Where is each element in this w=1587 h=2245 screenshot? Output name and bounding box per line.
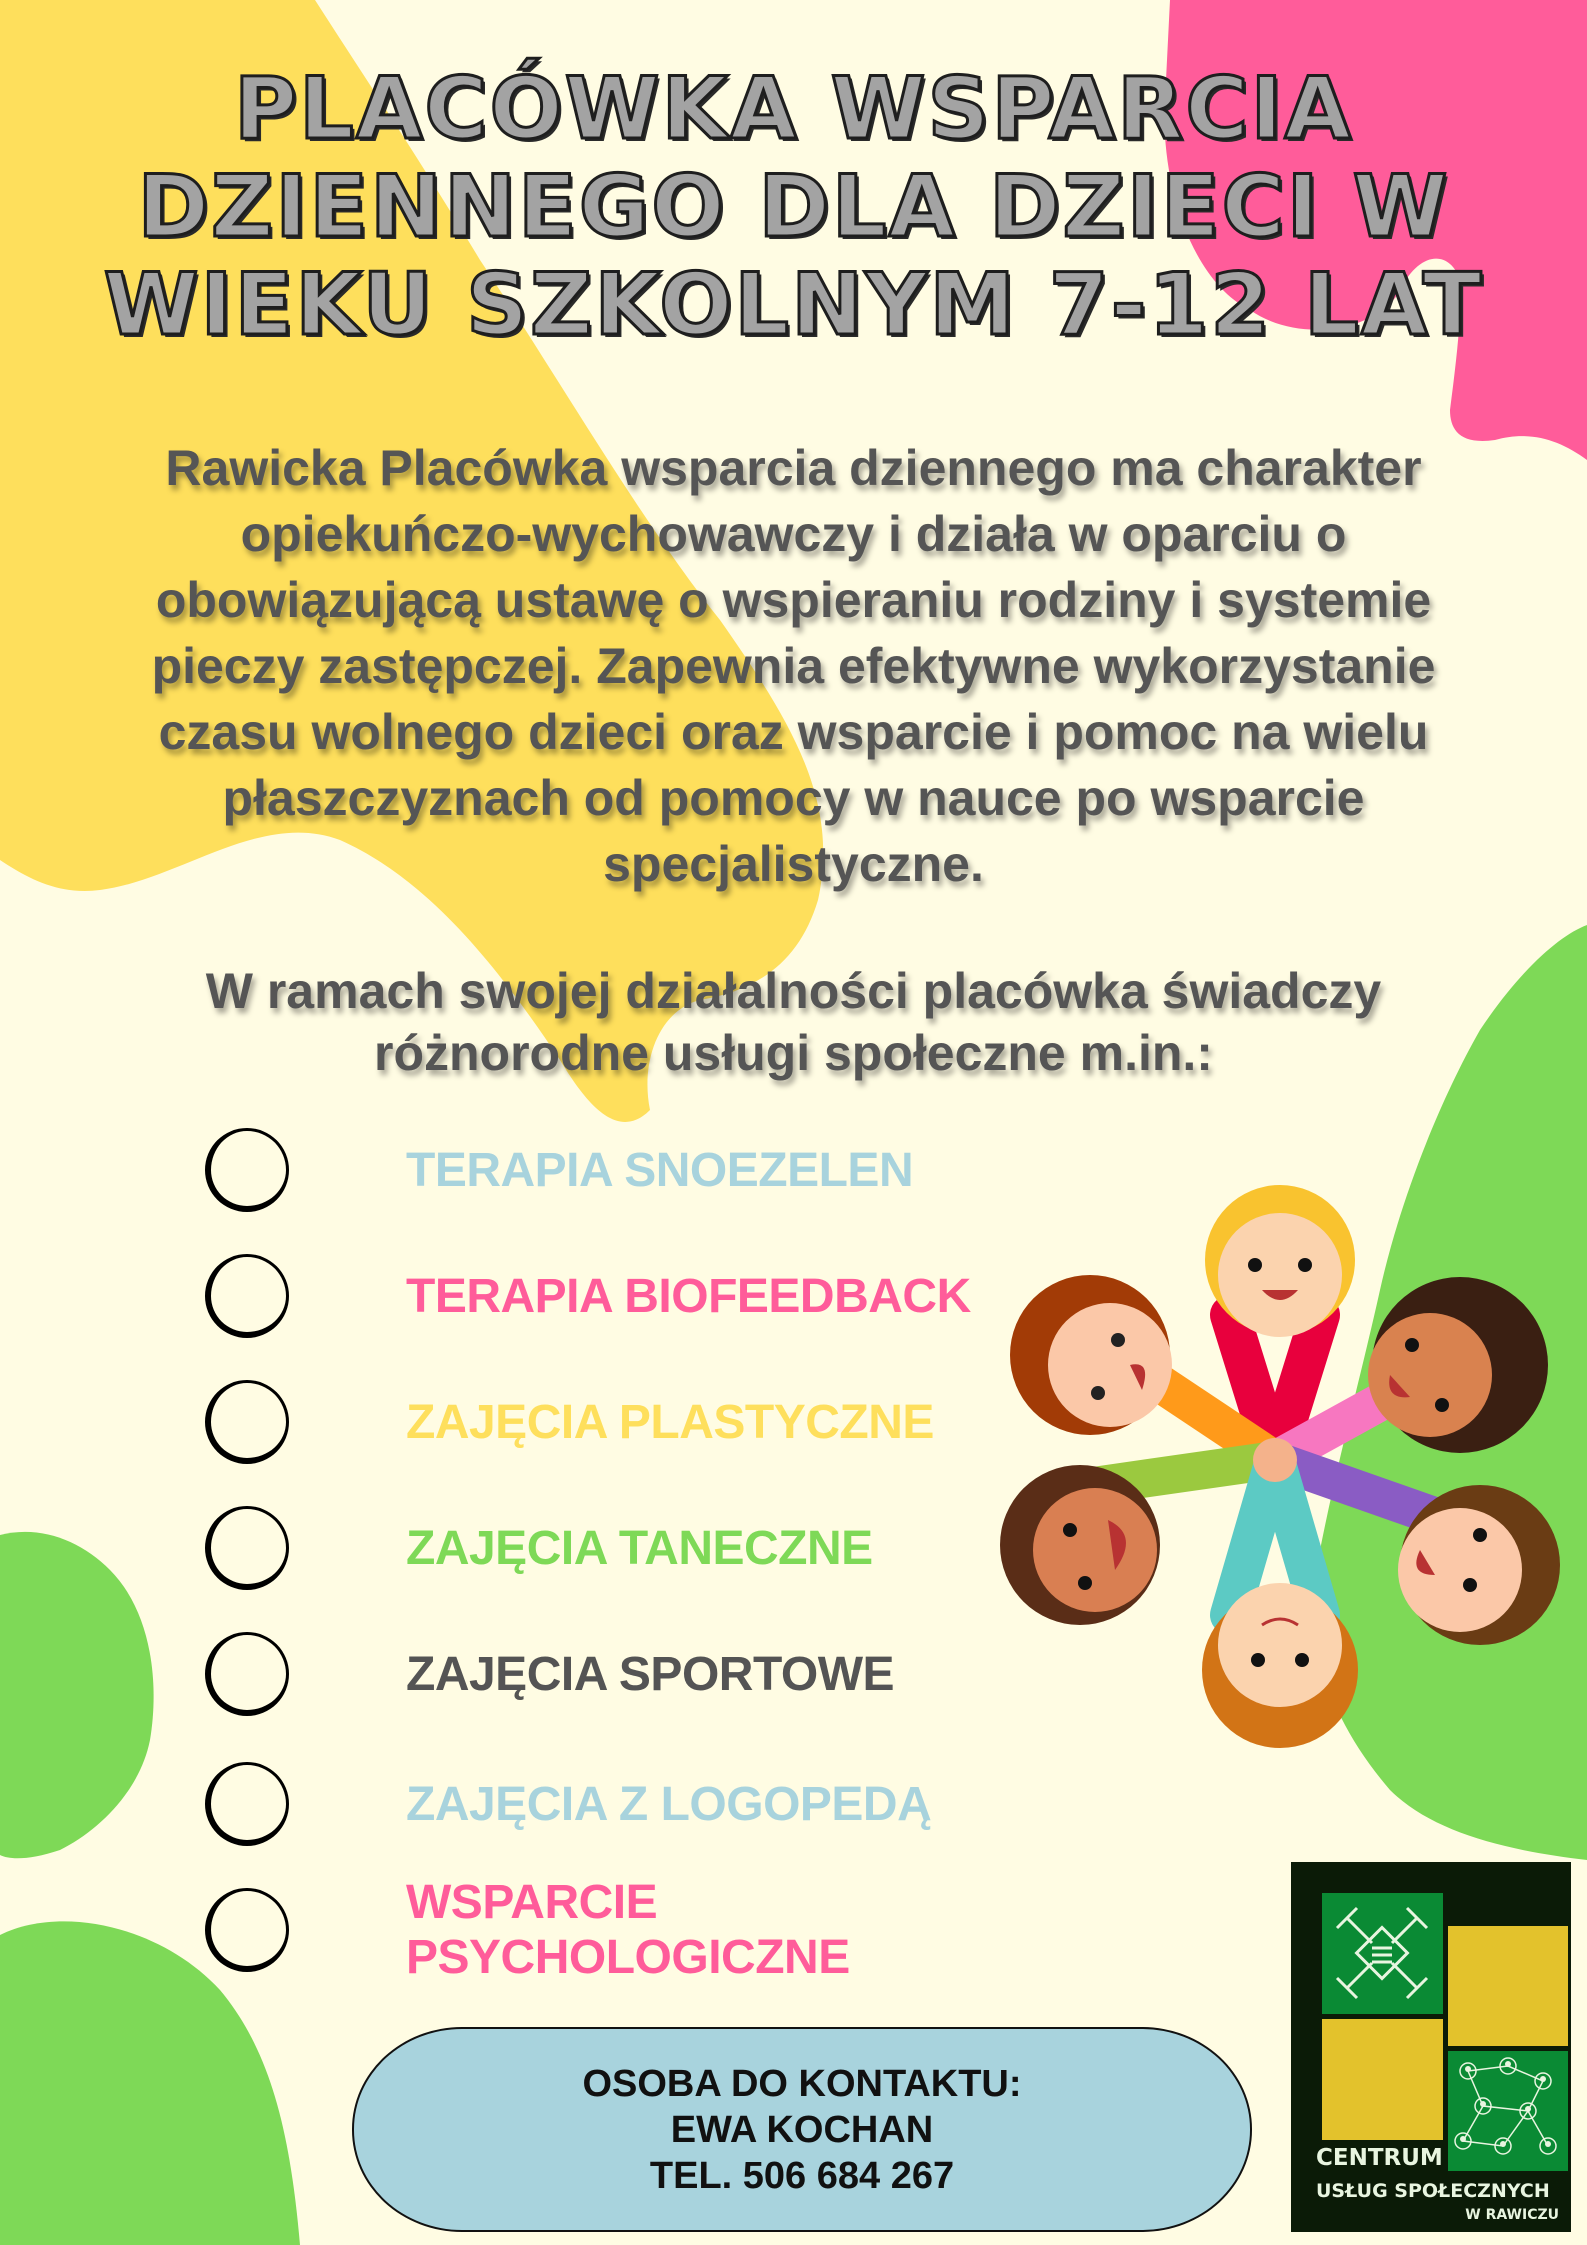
contact-box xyxy=(352,2027,1252,2232)
circle-bullet-icon[interactable] xyxy=(205,1380,289,1464)
intro-line: czasu wolnego dzieci oraz wsparcie i pomoc na wielu xyxy=(158,704,1429,760)
circle-bullet-icon[interactable] xyxy=(205,1632,289,1716)
lead-line: W ramach swojej działalności placówka świadczy xyxy=(205,963,1382,1019)
service-label: ZAJĘCIA PLASTYCZNE xyxy=(406,1395,934,1449)
child-top-right xyxy=(1368,1277,1548,1453)
contact-heading: OSOBA DO KONTAKTU: xyxy=(582,2062,1022,2105)
title-line-2: DZIENNEGO DLA DZIECI W xyxy=(137,157,1450,257)
organization-logo xyxy=(1291,1862,1571,2232)
circle-bullet-icon[interactable] xyxy=(205,1762,289,1846)
service-item xyxy=(205,1503,1105,1593)
service-item xyxy=(205,1876,1105,1984)
title-line-1: PLACÓWKA WSPARCIA xyxy=(234,59,1353,159)
intro-line: pieczy zastępczej. Zapewnia efektywne wykorzystanie xyxy=(151,638,1436,694)
child-top-left xyxy=(1010,1275,1172,1435)
service-label: TERAPIA SNOEZELEN xyxy=(406,1143,914,1197)
service-label: ZAJĘCIA SPORTOWE xyxy=(406,1647,895,1701)
circle-bullet-icon[interactable] xyxy=(205,1128,289,1212)
child-bottom-left xyxy=(1000,1465,1160,1625)
service-label: ZAJĘCIA Z LOGOPEDĄ xyxy=(406,1777,932,1831)
contact-name: EWA KOCHAN xyxy=(670,2108,934,2151)
logo-text-line-2: USŁUG SPOŁECZNYCH xyxy=(1316,2180,1550,2202)
page-title xyxy=(0,60,1587,354)
service-label: WSPARCIE PSYCHOLOGICZNE xyxy=(406,1876,850,1984)
service-label: ZAJĘCIA TANECZNE xyxy=(406,1521,873,1575)
service-item xyxy=(205,1759,1105,1849)
logo-green-square-top xyxy=(1322,1893,1443,2014)
contact-phone[interactable]: TEL. 506 684 267 xyxy=(649,2154,955,2197)
children-illustration xyxy=(990,1165,1570,1755)
intro-paragraph xyxy=(30,435,1557,897)
service-item xyxy=(205,1251,1105,1341)
service-item xyxy=(205,1377,1105,1467)
intro-line: specjalistyczne. xyxy=(603,836,984,892)
circle-bullet-icon[interactable] xyxy=(205,1506,289,1590)
circle-bullet-icon[interactable] xyxy=(205,1888,289,1972)
intro-line: opiekuńczo-wychowawczy i działa w oparciu o xyxy=(240,506,1347,562)
logo-text-line-3: W RAWICZU xyxy=(1465,2207,1559,2223)
logo-yellow-square-left xyxy=(1322,2019,1443,2140)
handshake-icon xyxy=(1322,1893,1443,2014)
logo-yellow-square-right xyxy=(1448,1926,1568,2046)
intro-line: Rawicka Placówka wsparcia dziennego ma charakter xyxy=(165,440,1422,496)
services-lead xyxy=(30,960,1557,1084)
logo-text-line-1: CENTRUM xyxy=(1316,2145,1443,2171)
logo-green-square-bottom xyxy=(1448,2051,1568,2171)
service-item xyxy=(205,1125,1105,1215)
service-item xyxy=(205,1629,1105,1719)
lead-line: różnorodne usługi społeczne m.in.: xyxy=(374,1025,1213,1081)
service-label: TERAPIA BIOFEEDBACK xyxy=(406,1269,971,1323)
intro-line: płaszczyznach od pomocy w nauce po wsparcie xyxy=(222,770,1365,826)
title-line-3: WIEKU SZKOLNYM 7-12 LAT xyxy=(103,255,1484,355)
network-people-icon xyxy=(1448,2051,1568,2171)
intro-line: obowiązującą ustawę o wspieraniu rodziny i systemie xyxy=(155,572,1432,628)
circle-bullet-icon[interactable] xyxy=(205,1254,289,1338)
